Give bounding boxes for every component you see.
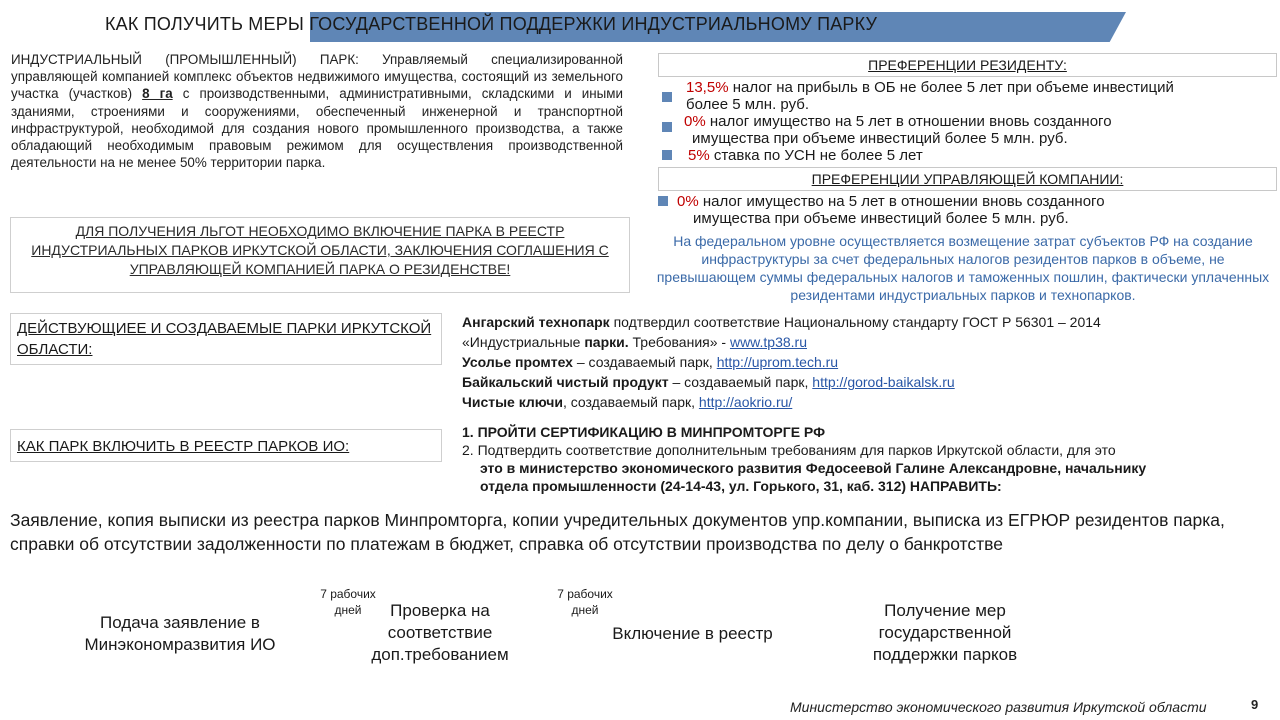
park-link[interactable]: http://aokrio.ru/ [698,394,793,410]
footer-ministry: Министерство экономического развития Иркутской области [790,699,1207,715]
definition-text-cont: с производственными, административными, складскими и иными зданиями, строениями и сооружениями, обеспеченный инженерной и транспортной инфраструктурой, необходимой для создания нового промышленного производства, а также обладающий необходимым правовым режимом для осуществления производственной деятельности на не менее 50% территории парка. [11,86,623,171]
bullet-icon [662,122,672,132]
step-2: 2. Подтвердить соответствие дополнительным требованиям для парков Иркутской области, для это [462,442,1116,458]
federal-compensation-note: На федеральном уровне осуществляется возмещение затрат субъектов РФ на создание инфраструктуры за счет федеральных налогов резидентов парков в объеме, не превышающем суммы федеральных налогов и таможенных пошлин, фактически уплаченных резидентами индустриальных парков и технопарков. [656,233,1270,303]
pref-text-cont: имущества при объеме инвестиций более 5 млн. руб. [693,210,1069,227]
park-desc: – создаваемый парк, [668,374,813,390]
required-documents: Заявление, копия выписки из реестра парков Минпромторга, копии учредительных документов упр.компании, выписка из ЕГРЮР резидентов парка, справки об отсутствии задолженности по платежам в бюджет, справка об отсутствии производства по делу о банкротстве [10,510,1225,554]
page-number: 9 [1251,697,1259,712]
park-definition [11,51,623,171]
pref-pct: 0% [677,193,699,210]
registry-label: КАК ПАРК ВКЛЮЧИТЬ В РЕЕСТР ПАРКОВ ИО: [10,429,442,462]
process-days-1: 7 рабочих дней [320,587,376,617]
company-pref-1 [677,193,1267,227]
company-prefs-heading: ПРЕФЕРЕНЦИИ УПРАВЛЯЮЩЕЙ КОМПАНИИ: [658,167,1277,191]
registry-steps [462,423,1262,495]
pref-text: налог имущество на 5 лет в отношении вновь созданного [705,113,1112,130]
park-link[interactable]: http://gorod-baikalsk.ru [812,374,955,390]
park-name: Ангарский технопарк [462,314,610,330]
park-desc: «Индустриальные [462,334,585,350]
requirement-box: ДЛЯ ПОЛУЧЕНИЯ ЛЬГОТ НЕОБХОДИМО ВКЛЮЧЕНИЕ ПАРКА В РЕЕСТР ИНДУСТРИАЛЬНЫХ ПАРКОВ ИРКУТСКОЙ ОБЛАСТИ, ЗАКЛЮЧЕНИЯ СОГЛАШЕНИЯ С УПРАВЛЯЮЩЕЙ КОМПАНИЕЙ ПАРКА О РЕЗИДЕНСТВЕ! [10,217,630,293]
page-title: КАК ПОЛУЧИТЬ МЕРЫ ГОСУДАРСТВЕННОЙ ПОДДЕРЖКИ ИНДУСТРИАЛЬНОМУ ПАРКУ [105,14,878,34]
resident-pref-1 [686,79,1276,113]
list-item [462,332,1262,352]
step-1: 1. ПРОЙТИ СЕРТИФИКАЦИЮ В МИНПРОМТОРГЕ РФ [462,424,826,440]
pref-text: налог на прибыль в ОБ не более 5 лет при объеме инвестиций [728,79,1174,96]
park-name: Чистые ключи [462,394,563,410]
list-item [462,352,1262,372]
step-2-cont: это в министерство экономического развития Федосеевой Галине Александровне, начальнику [480,460,1147,476]
step-2-cont: отдела промышленности (24-14-43, ул. Горького, 31, каб. 312) НАПРАВИТЬ: [480,478,1002,494]
park-link[interactable]: www.tp38.ru [729,334,807,350]
resident-pref-2 [684,113,1274,147]
park-name: Усолье промтех [462,354,573,370]
pref-pct: 13,5% [686,79,729,96]
pref-text-cont: имущества при объеме инвестиций более 5 млн. руб. [692,130,1068,147]
definition-text: ИНДУСТРИАЛЬНЫЙ (ПРОМЫШЛЕННЫЙ) ПАРК: Управляемый специализированной управляющей компанией комплекс объектов недвижимого имущества, состоящий из земельного участка (участков) [11,52,623,102]
list-item [462,312,1262,332]
park-name: Байкальский чистый продукт [462,374,669,390]
pref-pct: 0% [684,113,706,130]
pref-pct: 5% [688,147,710,164]
process-step-check: Проверка на соответствие доп.требованием [371,601,509,664]
process-days-2: 7 рабочих дней [557,587,613,617]
bullet-icon [658,196,668,206]
park-desc: , создаваемый парк, [562,394,699,410]
list-item [462,392,1262,412]
process-step-application: Подача заявление в Минэкономразвития ИО [84,613,276,654]
park-desc-bold: парки. [584,334,629,350]
resident-pref-3 [688,147,1278,164]
process-step-support: Получение мер государственной поддержки парков [872,601,1018,664]
list-item [462,372,1262,392]
bullet-icon [662,92,672,102]
process-step-registry: Включение в реестр [612,624,773,643]
definition-area: 8 га [142,86,173,102]
parks-list [462,312,1262,412]
parks-label: ДЕЙСТВУЮЩИЕЕ И СОЗДАВАЕМЫЕ ПАРКИ ИРКУТСКОЙ ОБЛАСТИ: [10,313,442,365]
park-desc: Требования» - [628,334,730,350]
pref-text: налог имущество на 5 лет в отношении вновь созданного [698,193,1105,210]
pref-text-cont: более 5 млн. руб. [686,96,810,113]
pref-text: ставка по УСН не более 5 лет [709,147,923,164]
resident-prefs-heading: ПРЕФЕРЕНЦИИ РЕЗИДЕНТУ: [658,53,1277,77]
park-desc: подтвердил соответствие Национальному стандарту ГОСТ Р 56301 – 2014 [609,314,1101,330]
bullet-icon [662,150,672,160]
park-desc: – создаваемый парк, [572,354,717,370]
park-link[interactable]: http://uprom.tech.ru [716,354,839,370]
